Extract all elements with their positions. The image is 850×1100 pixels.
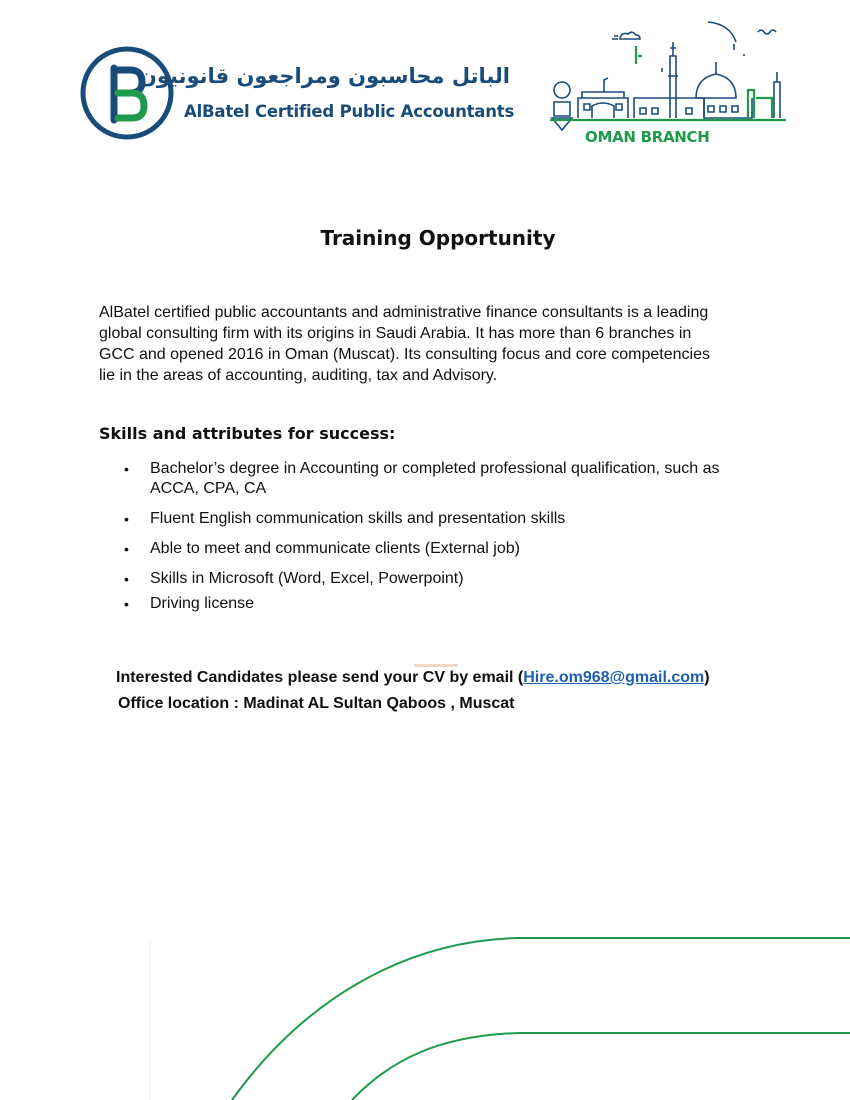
contact-prefix: Interested Candidates please send your CV by email ( — [116, 669, 524, 686]
list-item — [124, 459, 790, 499]
bullet-icon: • — [124, 571, 129, 587]
list-item-line: Driving license — [150, 595, 255, 612]
email-link[interactable]: Hire.om968@gmail.com — [523, 669, 705, 686]
contact-line — [116, 669, 710, 687]
highlight-mark — [414, 664, 458, 667]
albatel-logo — [78, 44, 515, 144]
list-item-line: Skills in Microsoft (Word, Excel, Powerpoint) — [150, 570, 464, 587]
page-title: Training Opportunity — [320, 226, 556, 250]
office-location: Office location : Madinat AL Sultan Qaboos , Muscat — [118, 695, 515, 712]
list-item-line: Able to meet and communicate clients (External job) — [150, 540, 520, 557]
intro-line: GCC and opened 2016 in Oman (Muscat). Its consulting focus and core competencies — [99, 346, 710, 363]
bullet-icon: • — [124, 461, 129, 477]
contact-suffix: ) — [704, 669, 710, 686]
list-item-line: ACCA, CPA, CA — [150, 480, 267, 497]
bullet-icon: • — [124, 511, 129, 527]
list-item — [124, 594, 790, 614]
intro-line: global consulting firm with its origins in Saudi Arabia. It has more than 6 branches in — [99, 325, 692, 342]
bullet-icon: • — [124, 541, 129, 557]
intro-line: AlBatel certified public accountants and administrative finance consultants is a leading — [99, 304, 709, 321]
list-item — [124, 569, 790, 589]
list-item-line: Bachelor’s degree in Accounting or completed professional qualification, such as — [150, 460, 720, 477]
company-name-english: AlBatel Certified Public Accountants — [184, 102, 515, 121]
branch-label: OMAN BRANCH — [585, 128, 710, 146]
list-item-line: Fluent English communication skills and presentation skills — [150, 510, 566, 527]
list-item — [124, 509, 790, 529]
decorative-curves — [0, 900, 850, 1100]
albatel-logo-icon — [78, 44, 176, 142]
company-name-arabic: الباتل محاسبون ومراجعون قانونيون — [138, 64, 510, 88]
skills-heading: Skills and attributes for success: — [99, 424, 396, 443]
intro-line: lie in the areas of accounting, auditing, tax and Advisory. — [99, 367, 498, 384]
intro-paragraph — [99, 302, 759, 386]
list-item — [124, 539, 790, 559]
bullet-icon: • — [124, 596, 129, 612]
